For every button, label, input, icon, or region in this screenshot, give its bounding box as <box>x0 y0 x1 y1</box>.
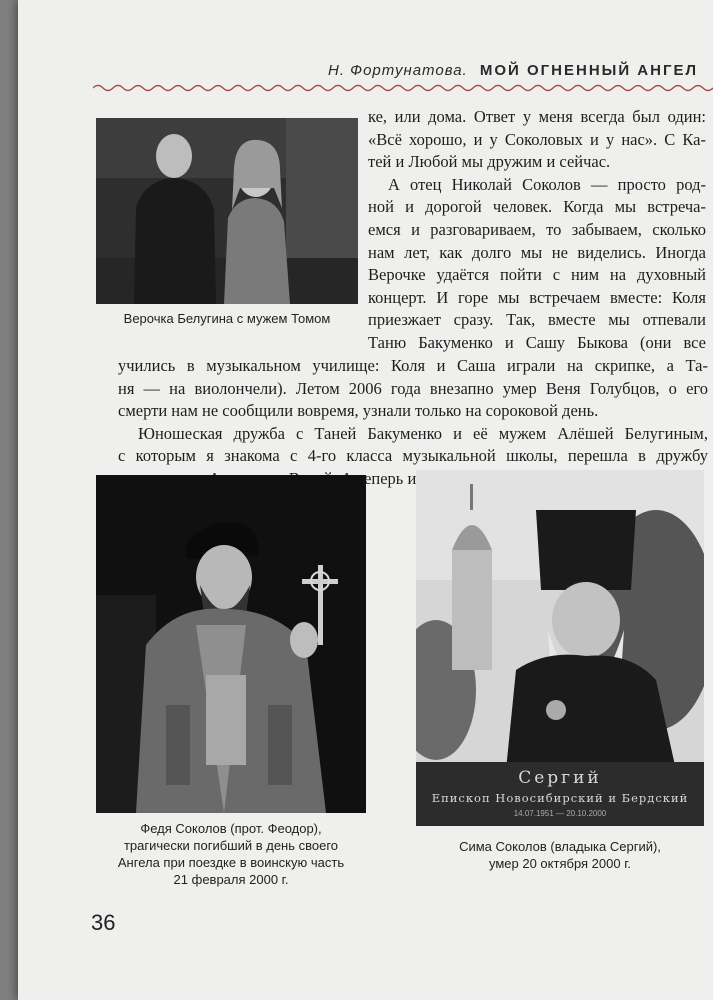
caption-fedya <box>96 820 366 888</box>
caption-couple-text: Верочка Белугина с мужем Томом <box>123 311 331 326</box>
header-author: Н. Фортунатова. <box>328 62 468 79</box>
column-text <box>368 106 706 355</box>
caption-sima-line: умер 20 октября 2000 г. <box>489 856 631 871</box>
text-line: Верочке удаётся пойти с ним на духовный <box>368 265 706 285</box>
text-line: приезжает сразу. Так, вместе мы отпевали <box>368 310 706 330</box>
text-line: «Всё хорошо, и у Соколовых и у нас». С Ка- <box>368 129 706 149</box>
text-line: нам лет, как долго мы не виделись. Иногда <box>368 242 706 262</box>
caption-fedya-line: Ангела при поездке в воинскую часть <box>117 855 345 870</box>
text-line: тей и Любой мы дружим и сейчас. <box>368 152 611 172</box>
caption-fedya-line: Федя Соколов (прот. Феодор), <box>140 821 322 836</box>
plaque-title: Епископ Новосибирский и Бердский <box>431 791 689 805</box>
text-line: Таню Бакуменко и Сашу Быкова (они все <box>368 332 706 352</box>
page-number: 36 <box>91 910 116 935</box>
plaque-dates: 14.07.1951 — 20.10.2000 <box>513 809 607 818</box>
text-line: ной и дорогой человек. Когда мы встреча- <box>368 197 706 217</box>
text-line: учились в музыкальном училище: Коля и Саша играли на скрипке, а Та- <box>118 356 708 375</box>
caption-sima <box>416 838 704 872</box>
running-header <box>328 62 713 79</box>
text-line: А отец Николай Соколов — просто род- <box>388 174 706 194</box>
text-line: концерт. И горе мы встречаем вместе: Коля <box>368 287 706 307</box>
text-line: емся и разговариваем, то забываем, сколько <box>368 219 706 239</box>
header-divider <box>93 82 713 94</box>
memorial-plaque <box>416 762 704 826</box>
header-title: МОЙ ОГНЕННЫЙ АНГЕЛ <box>479 62 699 79</box>
plaque-name: Сергий <box>518 768 602 788</box>
book-page <box>18 0 713 1000</box>
caption-fedya-line: трагически погибший в день своего <box>123 838 339 853</box>
text-line: теперь и <box>356 468 417 488</box>
photo-sima <box>416 470 704 826</box>
caption-sima-line: Сима Соколов (владыка Сергий), <box>459 839 661 854</box>
photo-couple <box>96 118 358 304</box>
caption-fedya-line: 21 февраля 2000 г. <box>173 872 289 887</box>
caption-couple <box>96 310 358 327</box>
photo-fedya <box>96 475 366 813</box>
text-line: ня — на виолончели). Летом 2006 года внезапно умер Веня Голубцов, о его <box>118 378 708 398</box>
text-line: смерти нам не сообщили вовремя, узнали только на сороковой день. <box>118 401 599 421</box>
text-line: с которым я знакома с 4-го класса музыкальной школы, перешла в дружбу <box>118 446 708 466</box>
text-line: Юношеская дружба с Таней Бакуменко и её мужем Алёшей Белугиным, <box>138 423 708 443</box>
text-line: ке, или дома. Ответ у меня всегда был один: <box>368 107 706 126</box>
